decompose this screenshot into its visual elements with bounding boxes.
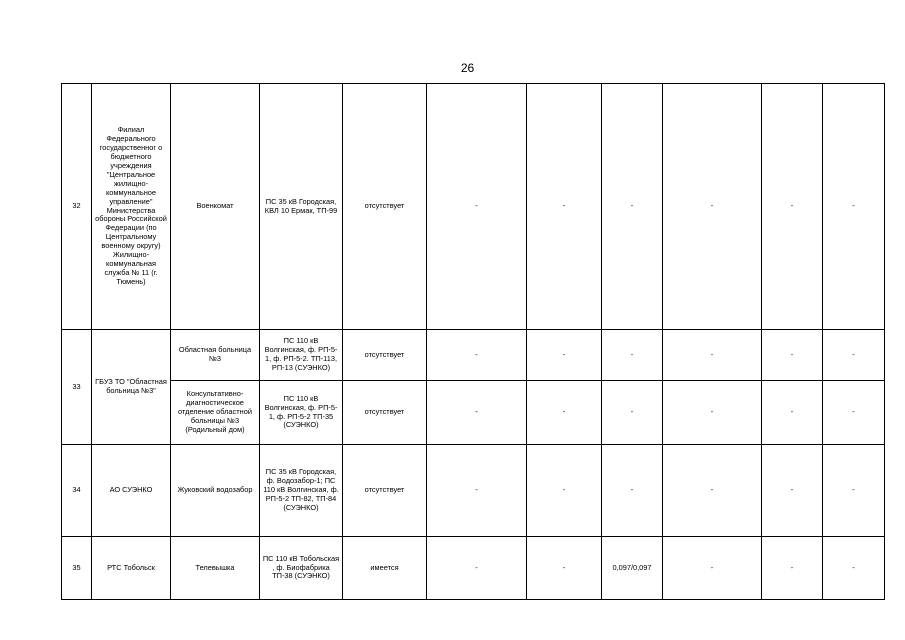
page-number: 26 — [460, 61, 475, 75]
value-cell: - — [602, 84, 663, 330]
value-cell: - — [527, 445, 602, 537]
value-cell: - — [527, 84, 602, 330]
table-row — [62, 381, 885, 445]
power-supply-cell: ПС 110 кВ Тобольская , ф. Биофабрика ТП-38 (СУЭНКО) — [260, 537, 343, 600]
object-cell: Военкомат — [171, 84, 260, 330]
object-cell: Жуковский водозабор — [171, 445, 260, 537]
value-cell: - — [663, 445, 762, 537]
data-table — [61, 83, 885, 600]
value-cell: - — [762, 84, 823, 330]
table-row — [62, 537, 885, 600]
value-cell: - — [527, 537, 602, 600]
table-row — [62, 84, 885, 330]
organization-cell: Филиал Федерального государственног о бюджетного учреждения "Центральное жилищно- коммунальное управление" Министерства обороны Российской Федерации (по Центральному военному округу) Жилищно- коммунальная служба № 11 (г. Тюмень) — [92, 84, 171, 330]
object-cell: Консультативно- диагностическое отделение областной больницы №3 (Родильный дом) — [171, 381, 260, 445]
value-cell: - — [663, 381, 762, 445]
value-cell: - — [762, 537, 823, 600]
power-supply-cell: ПС 35 кВ Городская, КВЛ 10 Ермак, ТП-99 — [260, 84, 343, 330]
value-cell: - — [602, 330, 663, 381]
value-cell: - — [762, 445, 823, 537]
status-cell: отсутствует — [343, 330, 427, 381]
value-cell: 0,097/0,097 — [602, 537, 663, 600]
row-number: 32 — [62, 84, 92, 330]
value-cell: - — [427, 537, 527, 600]
value-cell: - — [427, 381, 527, 445]
status-cell: отсутствует — [343, 445, 427, 537]
table-row — [62, 445, 885, 537]
value-cell: - — [427, 445, 527, 537]
row-number: 34 — [62, 445, 92, 537]
value-cell: - — [602, 445, 663, 537]
power-supply-cell: ПС 35 кВ Городская, ф. Водозабор-1; ПС 110 кВ Волгинская, ф. РП-5-2 ТП-82, ТП-84 (СУЭНКО) — [260, 445, 343, 537]
value-cell: - — [602, 381, 663, 445]
power-supply-cell: ПС 110 кВ Волгинская, ф. РП-5-1, ф. РП-5-2 ТП-35 (СУЭНКО) — [260, 381, 343, 445]
value-cell: - — [762, 330, 823, 381]
organization-cell: АО СУЭНКО — [92, 445, 171, 537]
value-cell: - — [427, 84, 527, 330]
row-number: 35 — [62, 537, 92, 600]
value-cell: - — [663, 330, 762, 381]
value-cell: - — [823, 537, 885, 600]
value-cell: - — [527, 330, 602, 381]
row-number: 33 — [62, 330, 92, 445]
status-cell: имеется — [343, 537, 427, 600]
power-supply-cell: ПС 110 кВ Волгинская, ф. РП-5-1, ф. РП-5-2. ТП-113, РП-13 (СУЭНКО) — [260, 330, 343, 381]
value-cell: - — [823, 330, 885, 381]
value-cell: - — [663, 84, 762, 330]
status-cell: отсутствует — [343, 84, 427, 330]
status-cell: отсутствует — [343, 381, 427, 445]
organization-cell: ГБУЗ ТО "Областная больница №3" — [92, 330, 171, 445]
organization-cell: РТС Тобольск — [92, 537, 171, 600]
value-cell: - — [823, 381, 885, 445]
object-cell: Областная больница №3 — [171, 330, 260, 381]
value-cell: - — [762, 381, 823, 445]
value-cell: - — [823, 84, 885, 330]
table-row — [62, 330, 885, 381]
object-cell: Телевышка — [171, 537, 260, 600]
value-cell: - — [527, 381, 602, 445]
value-cell: - — [823, 445, 885, 537]
value-cell: - — [663, 537, 762, 600]
value-cell: - — [427, 330, 527, 381]
